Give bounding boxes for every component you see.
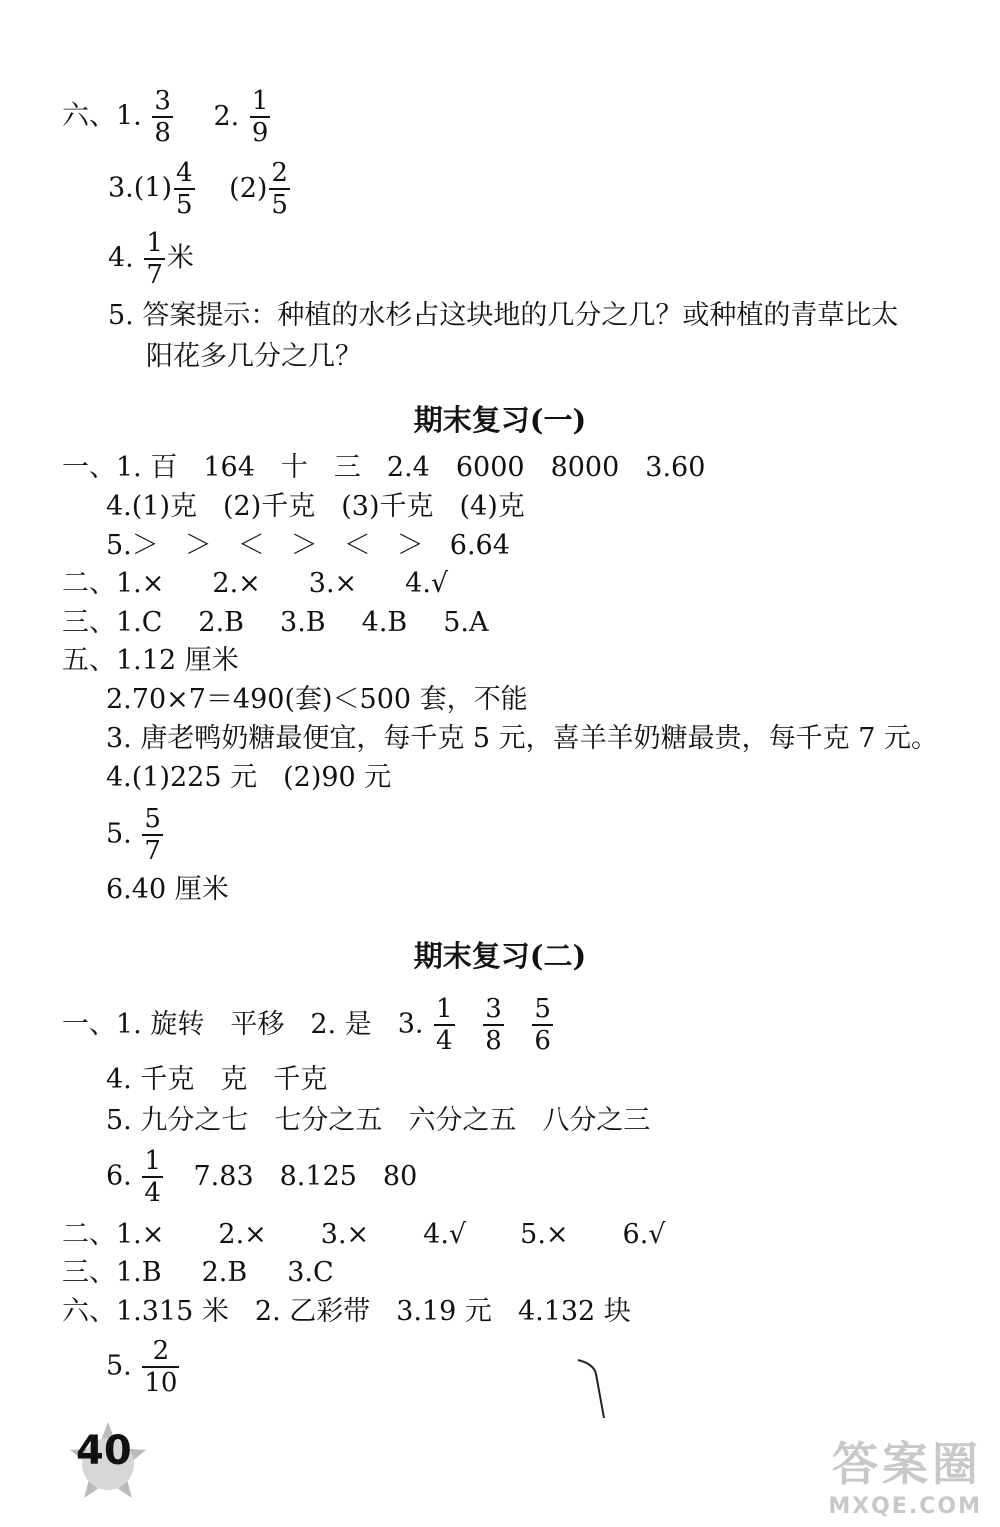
sec6-line-4	[108, 230, 194, 288]
review2-line-2: 4. 千克 克 千克	[106, 1064, 328, 1095]
review2-line-4: 6. $\frac{1}{4}$ 7.83 8.125 80	[106, 1146, 418, 1208]
label: 5.	[106, 818, 132, 850]
review2-line-7: 六、1.315 米 2. 乙彩带 3.19 元 4.132 块	[62, 1296, 631, 1327]
fraction: $\frac{1}{7}$	[146, 228, 163, 290]
review1-line-7: 2.70×7＝490(套)＜500 套，不能	[106, 684, 528, 715]
page-number: 40	[76, 1428, 132, 1474]
pen-mark	[574, 1356, 614, 1426]
fraction: $\frac{3}{8}$	[485, 994, 502, 1056]
section-title-review-2: 期末复习(二)	[413, 939, 587, 973]
sec6-line-3	[108, 160, 292, 218]
review1-line-11: 6.40 厘米	[106, 874, 229, 905]
fraction: $\frac{1}{9}$	[251, 86, 269, 148]
review1-line-6: 五、1.12 厘米	[62, 645, 239, 676]
fraction: $\frac{2}{10}$	[144, 1336, 178, 1398]
fraction: $\frac{2}{5}$	[271, 158, 288, 220]
sec6-line-5b: 阳花多几分之几？	[146, 341, 362, 372]
label: 3.(1)	[108, 172, 173, 204]
label: 5.	[106, 1350, 132, 1382]
review1-line-8: 3. 唐老鸭奶糖最便宜，每千克 5 元，喜羊羊奶糖最贵，每千克 7 元。	[106, 723, 939, 754]
section-title-review-1: 期末复习(一)	[413, 403, 587, 437]
fraction: $\frac{5}{6}$	[534, 994, 551, 1056]
review1-line-9: 4.(1)225 元 (2)90 元	[106, 762, 392, 793]
label: 6.	[106, 1160, 132, 1192]
review2-line-1: 一、1. 旋转 平移 2. 是 3. $\frac{1}{4}$ $\frac{3}{8}$ $\frac{5}{6}$	[62, 994, 551, 1056]
label: 4.	[108, 242, 134, 274]
review1-line-1: 一、1. 百 164 十 三 2.4 6000 8000 3.60	[62, 452, 706, 483]
label: 2.	[213, 100, 240, 132]
fraction: $\frac{1}{4}$	[144, 1146, 161, 1208]
review1-line-5: 三、1.C 2.B 3.B 4.B 5.A	[62, 607, 489, 638]
review1-line-3: 5.＞ ＞ ＜ ＞ ＜ ＞ 6.64	[106, 530, 510, 561]
watermark-logo: 答案圈 MXQE.COM	[828, 1437, 982, 1519]
sec6-line-5a: 5. 答案提示：种植的水杉占这块地的几分之几？或种植的青草比太	[108, 300, 899, 331]
unit: 米	[166, 242, 194, 274]
review1-line-2: 4.(1)克 (2)千克 (3)千克 (4)克	[106, 491, 525, 522]
review1-line-10	[106, 806, 165, 864]
review2-line-6: 三、1.B 2.B 3.C	[62, 1257, 334, 1288]
fraction: $\frac{4}{5}$	[176, 158, 193, 220]
fraction: $\frac{1}{4}$	[436, 994, 453, 1056]
review2-line-3: 5. 九分之七 七分之五 六分之五 八分之三	[106, 1105, 651, 1136]
label: (2)	[229, 172, 268, 204]
review1-line-4: 二、1.× 2.× 3.× 4.√	[62, 568, 449, 599]
fraction: $\frac{3}{8}$	[154, 86, 171, 148]
label: 六、1.	[62, 100, 142, 132]
review2-line-5: 二、1.× 2.× 3.× 4.√ 5.× 6.√	[62, 1219, 666, 1250]
review2-line-8	[106, 1338, 181, 1396]
fraction: $\frac{5}{7}$	[144, 804, 161, 866]
sec6-line-1	[62, 88, 272, 146]
